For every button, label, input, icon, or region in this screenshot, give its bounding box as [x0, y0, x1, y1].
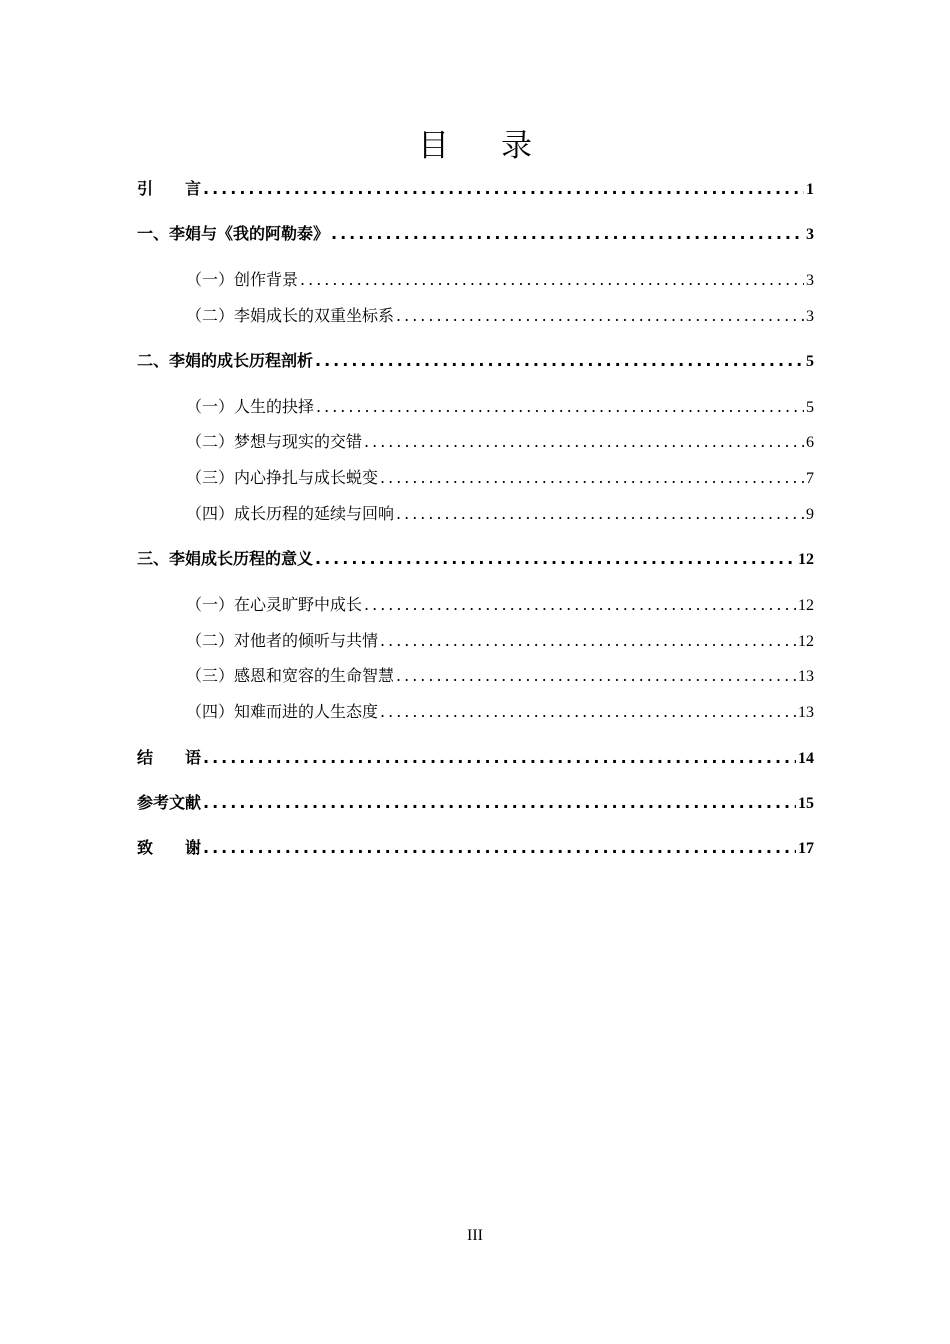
toc-entry-label: 引 言 [137, 179, 202, 198]
toc-entry-references[interactable] [137, 790, 814, 813]
toc-entry-label: （二）梦想与现实的交错 [186, 432, 363, 451]
toc-entry-page: 3 [806, 308, 814, 325]
toc-entry-section-2-1[interactable] [186, 394, 814, 417]
toc-leader-dots [315, 351, 804, 370]
toc-entry-label: （一）在心灵旷野中成长 [186, 595, 363, 614]
toc-entry-label: （四）成长历程的延续与回响 [186, 504, 395, 523]
toc-entry-page: 15 [798, 795, 814, 812]
toc-entry-section-3-1[interactable] [186, 592, 814, 615]
toc-leader-dots [380, 631, 796, 650]
toc-leader-dots [380, 468, 804, 487]
toc-entry-page: 14 [798, 750, 814, 767]
toc-entry-section-2-2[interactable] [186, 429, 814, 452]
toc-leader-dots [364, 595, 796, 614]
toc-leader-dots [396, 306, 804, 325]
toc-entry-page: 12 [798, 597, 814, 614]
toc-entry-label: 参考文献 [137, 793, 202, 812]
toc-leader-dots [364, 432, 804, 451]
toc-entry-section-3-3[interactable] [186, 663, 814, 686]
toc-leader-dots [331, 224, 804, 243]
toc-entry-section-3-4[interactable] [186, 699, 814, 722]
toc-entry-label: （三）感恩和宽容的生命智慧 [186, 666, 395, 685]
toc-entry-section-1-2[interactable] [186, 303, 814, 326]
toc-entry-acknowledgements[interactable] [137, 835, 814, 858]
toc-entry-chapter-2[interactable] [137, 348, 814, 371]
toc-leader-dots [203, 748, 796, 767]
toc-entry-label: 三、李娟成长历程的意义 [137, 549, 314, 568]
toc-entry-page: 17 [798, 840, 814, 857]
toc-entry-label: 二、李娟的成长历程剖析 [137, 351, 314, 370]
toc-entry-chapter-1[interactable] [137, 221, 814, 244]
toc-title-char-2: 录 [501, 128, 532, 164]
toc-entry-label: （一）人生的抉择 [186, 397, 315, 416]
toc-entry-page: 3 [806, 226, 814, 243]
toc-leader-dots [203, 838, 796, 857]
toc-entry-label: （二）李娟成长的双重坐标系 [186, 306, 395, 325]
toc-entry-label: （一）创作背景 [186, 270, 299, 289]
toc-leader-dots [203, 793, 796, 812]
toc-entry-page: 5 [806, 399, 814, 416]
toc-entry-section-1-1[interactable] [186, 267, 814, 290]
toc-entry-label: 致 谢 [137, 838, 202, 857]
toc-title-char-1: 目 [418, 128, 449, 164]
toc-entry-section-2-4[interactable] [186, 501, 814, 524]
toc-leader-dots [396, 666, 796, 685]
toc-entry-page: 12 [798, 633, 814, 650]
toc-entry-label: （三）内心挣扎与成长蜕变 [186, 468, 379, 487]
toc-entry-page: 12 [798, 551, 814, 568]
toc-leader-dots [315, 549, 796, 568]
toc-entry-introduction[interactable] [137, 176, 814, 199]
toc-leader-dots [203, 179, 804, 198]
toc-leader-dots [380, 702, 796, 721]
toc-leader-dots [316, 397, 804, 416]
toc-entry-page: 9 [806, 506, 814, 523]
toc-entry-label: 一、李娟与《我的阿勒泰》 [137, 224, 330, 243]
toc-entry-section-2-3[interactable] [186, 465, 814, 488]
toc-entry-label: （二）对他者的倾听与共情 [186, 631, 379, 650]
toc-leader-dots [396, 504, 804, 523]
toc-entry-section-3-2[interactable] [186, 628, 814, 651]
page-number: III [467, 1227, 483, 1244]
toc-entry-page: 1 [806, 181, 814, 198]
toc-title [0, 120, 950, 165]
toc-entry-page: 13 [798, 704, 814, 721]
toc-entry-chapter-3[interactable] [137, 546, 814, 569]
toc-entry-page: 5 [806, 353, 814, 370]
toc-entry-label: 结 语 [137, 748, 202, 767]
toc-entry-label: （四）知难而进的人生态度 [186, 702, 379, 721]
toc-entry-page: 6 [806, 434, 814, 451]
toc-entry-page: 3 [806, 272, 814, 289]
toc-entry-page: 7 [806, 470, 814, 487]
toc-entry-page: 13 [798, 668, 814, 685]
toc-entry-conclusion[interactable] [137, 745, 814, 768]
toc-leader-dots [300, 270, 804, 289]
